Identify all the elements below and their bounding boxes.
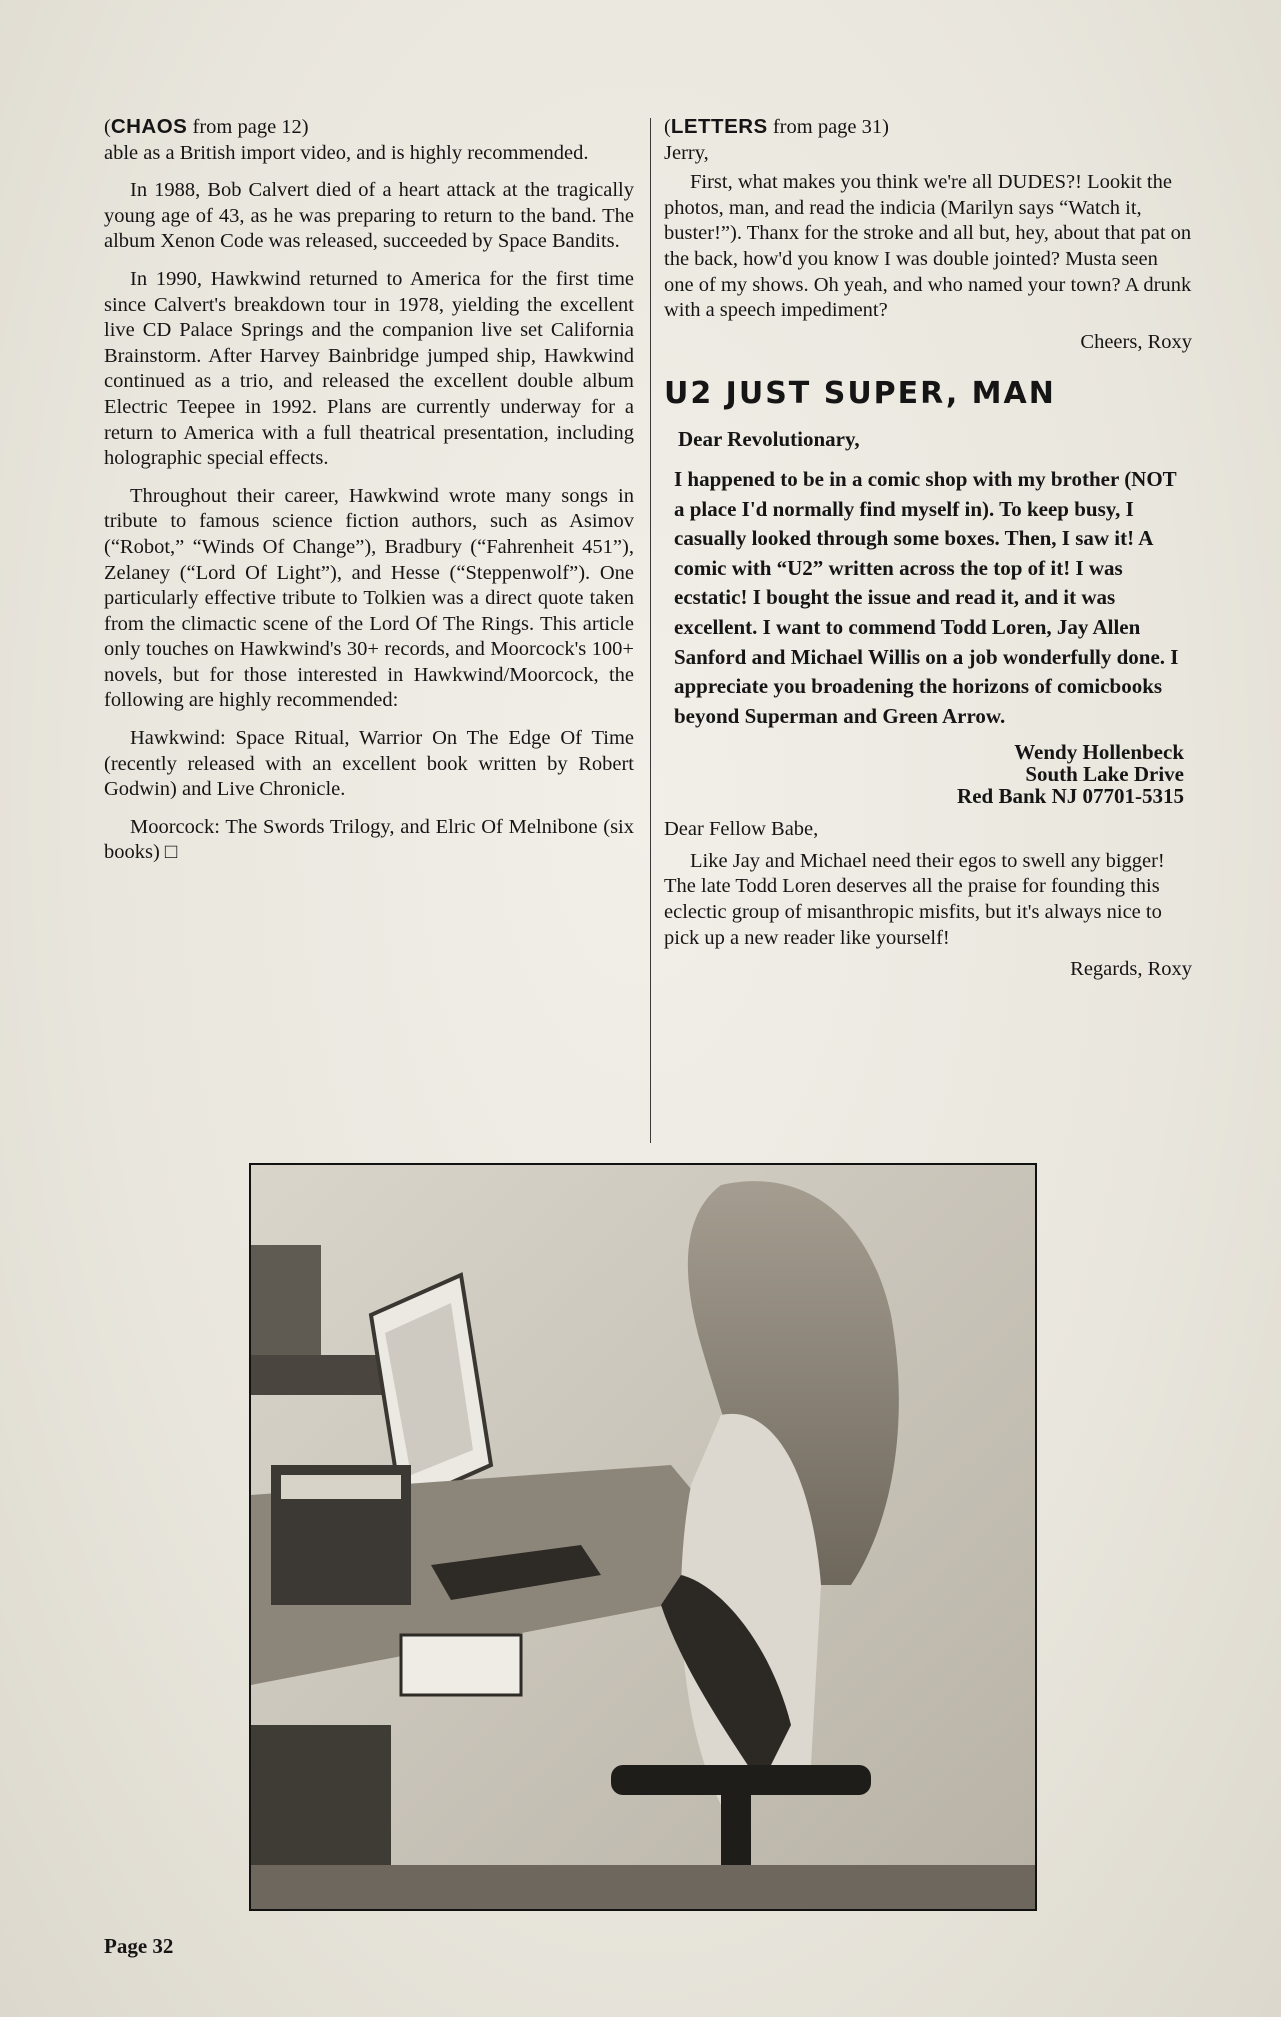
letter-salutation: Dear Revolutionary, (678, 427, 860, 452)
letter-address (664, 741, 1184, 807)
column-divider (650, 118, 651, 1143)
left-column (104, 114, 634, 878)
continuation-ref: from page 12) (192, 116, 309, 138)
article-paragraph: able as a British import video, and is highly recommended. (104, 141, 589, 164)
reply-body: First, what makes you think we're all DUDES?! Lookit the photos, man, and read the indicia (Marilyn says “Watch it, buster!”). Thanx for the stroke and all but, hey, about that pat on the back, how'd you know I was double jointed? Musta seen one of my shows. Oh yeah, and who named your town? A drunk with a speech impediment? (664, 171, 1192, 322)
continuation-line: (CHAOS from page 12) (104, 115, 309, 138)
continuation-line: (LETTERS from page 31) (664, 115, 889, 138)
article-paragraph: Moorcock: The Swords Trilogy, and Elric Of Melnibone (six books) □ (104, 815, 634, 864)
reply-signoff: Regards, Roxy (1070, 958, 1192, 981)
article-paragraph: In 1990, Hawkwind returned to America for the first time since Calvert's breakdown tour in 1978, yielding the excellent live CD Palace Springs and the companion live set California Brainstorm. After Harvey Bainbridge jumped ship, Hawkwind continued as a trio, and released the excellent double album Electric Teepee in 1992. Plans are currently underway for a return to America with a full theatrical presentation, including holographic special effects. (104, 267, 634, 470)
reply-salutation: Jerry, (664, 141, 709, 164)
reply-salutation: Dear Fellow Babe, (664, 818, 819, 841)
reader-letter (664, 425, 1192, 731)
reply-body: Like Jay and Michael need their egos to swell any bigger! The late Todd Loren deserves all the praise for founding this eclectic group of misanthropic misfits, but it's always nice to pick up a new reader like yourself! (664, 849, 1165, 949)
reply-signoff: Cheers, Roxy (1080, 330, 1192, 353)
letter-city: Red Bank NJ 07701-5315 (957, 784, 1184, 809)
article-paragraph: In 1988, Bob Calvert died of a heart attack at the tragically young age of 43, as he was preparing to return to the band. The album Xenon Code was released, succeeded by Space Bandits. (104, 179, 634, 253)
article-paragraph: Throughout their career, Hawkwind wrote many songs in tribute to famous science fiction authors, such as Asimov (“Robot,” “Winds Of Change”), Bradbury (“Fahrenheit 451”), Zelaney (“Lord Of Light”), and Hesse (“Steppenwolf”). One particularly effective tribute to Tolkien was a direct quote taken from the climactic scene of the Lord Of The Rings. This article only touches on Hawkwind's 30+ records, and Moorcock's 100+ novels, but for those interested in Hawkwind/Moorcock, the following are highly recommended: (104, 484, 634, 712)
letter-author: Wendy Hollenbeck (1014, 740, 1184, 765)
page-number: Page 32 (104, 1934, 174, 1958)
photo-woman-at-computer (249, 1163, 1037, 1911)
continuation-label: LETTERS (670, 115, 768, 138)
letter-street: South Lake Drive (1025, 762, 1184, 787)
continuation-ref: from page 31) (772, 116, 889, 138)
right-column (664, 114, 1192, 983)
letter-headline: U2 JUST SUPER, MAN (664, 376, 1056, 412)
article-paragraph: Hawkwind: Space Ritual, Warrior On The Edge Of Time (recently released with an excellent book written by Robert Godwin) and Live Chronicle. (104, 727, 634, 801)
chair (611, 1765, 871, 1795)
letter-body: I happened to be in a comic shop with my brother (NOT a place I'd normally find myself in). To keep busy, I casually looked through some boxes. Then, I saw it! A comic with “U2” written across the top of it! I was ecstatic! I bought the issue and read it, and it was excellent. I want to commend Todd Loren, Jay Allen Sanford and Michael Willis on a job wonderfully done. I appreciate you broadening the horizons of comicbooks beyond Superman and Green Arrow. (674, 466, 1179, 728)
shelf-object (251, 1245, 321, 1355)
continuation-label: CHAOS (110, 115, 188, 138)
